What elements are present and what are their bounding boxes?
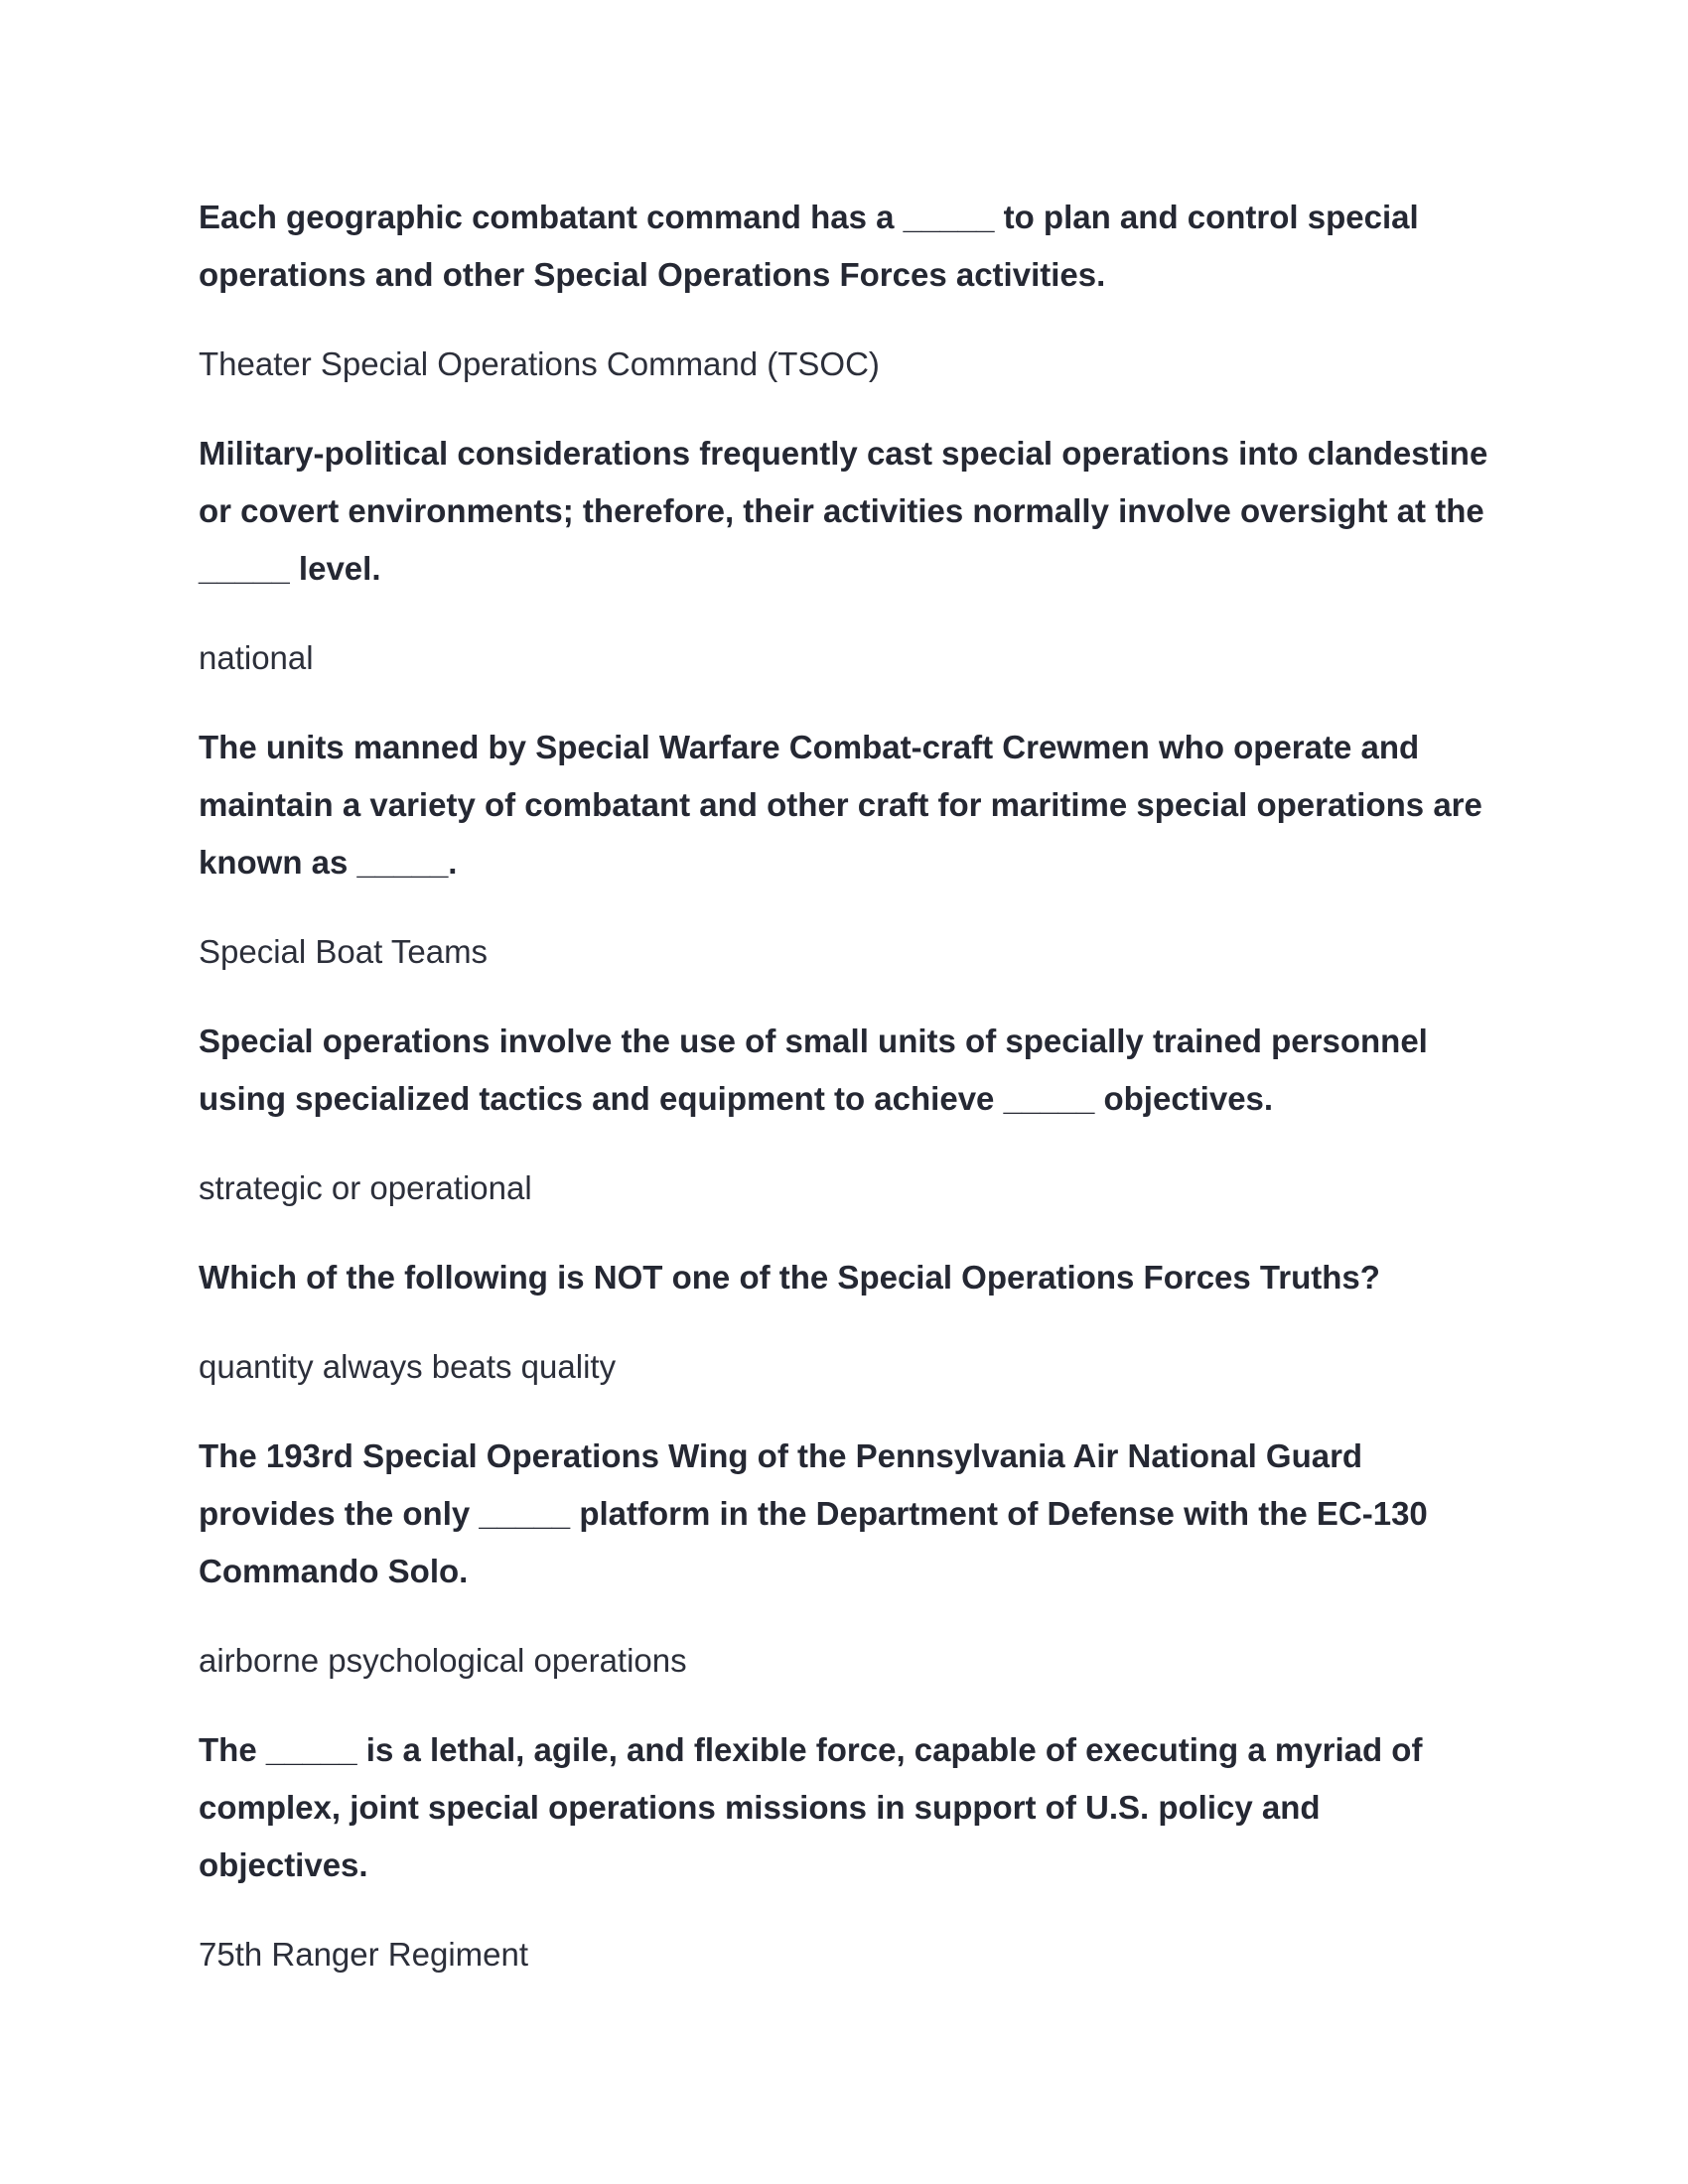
- answer-text: 75th Ranger Regiment: [199, 1936, 529, 1973]
- answer-text: national: [199, 639, 314, 676]
- answer-text: Theater Special Operations Command (TSOC): [199, 345, 880, 382]
- question-text: The units manned by Special Warfare Combat-craft Crewmen who operate and maintain a variety of combatant and other craft for maritime special operations are known as _____.: [199, 729, 1482, 881]
- answer-text: strategic or operational: [199, 1169, 532, 1206]
- question-text: Which of the following is NOT one of the Special Operations Forces Truths?: [199, 1259, 1380, 1296]
- qa-item: [199, 1013, 1489, 1217]
- question-text: The 193rd Special Operations Wing of the Pennsylvania Air National Guard provides the only _____ platform in the Department of Defense with the EC-130 Commando Solo.: [199, 1437, 1428, 1589]
- question-text: Each geographic combatant command has a _____ to plan and control special operations and other Special Operations Forces activities.: [199, 199, 1419, 293]
- qa-item: [199, 425, 1489, 687]
- answer-text: Special Boat Teams: [199, 933, 489, 970]
- question-text: Special operations involve the use of small units of specially trained personnel using specialized tactics and equipment to achieve _____ objectives.: [199, 1023, 1428, 1117]
- question-text: Military-political considerations frequently cast special operations into clandestine or covert environments; therefore, their activities normally involve oversight at the _____ level.: [199, 435, 1488, 587]
- qa-item: [199, 1428, 1489, 1690]
- answer-text: quantity always beats quality: [199, 1348, 617, 1385]
- qa-item: [199, 1249, 1489, 1396]
- qa-item: [199, 719, 1489, 981]
- qa-item: [199, 1721, 1489, 1983]
- document-page: [199, 189, 1489, 2015]
- answer-text: airborne psychological operations: [199, 1642, 687, 1679]
- qa-item: [199, 189, 1489, 393]
- question-text: The _____ is a lethal, agile, and flexible force, capable of executing a myriad of complex, joint special operations missions in support of U.S. policy and objectives.: [199, 1731, 1423, 1883]
